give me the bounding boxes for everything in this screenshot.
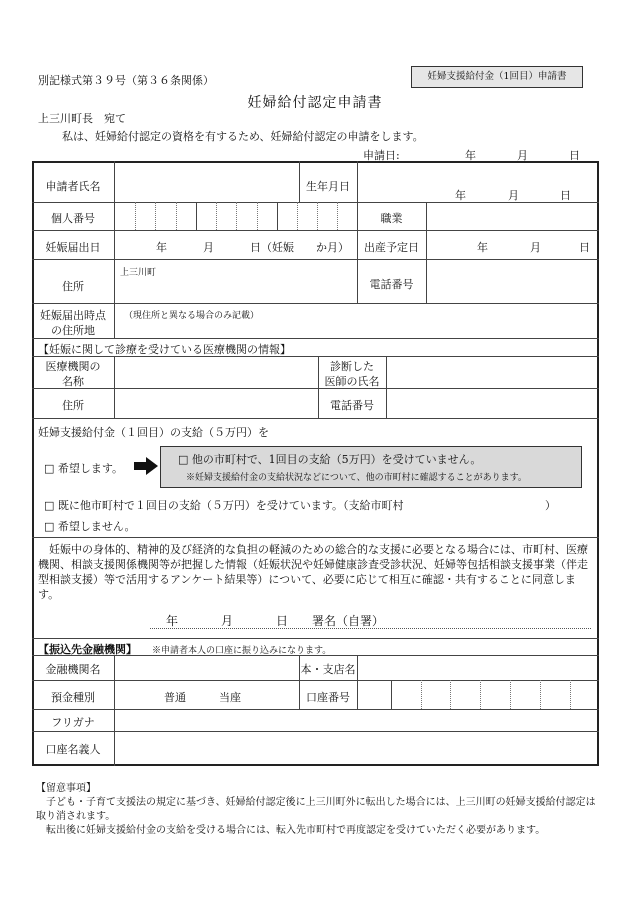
intro-text: 私は、妊婦給付認定の資格を有するため、妊婦給付認定の申請をします。 <box>62 130 424 143</box>
note-1: 子ども・子育て支援法の規定に基づき、妊婦給付認定後に上三川町外に転出した場合には、上三川町の妊婦支援給付認定は取り消されます。 <box>36 797 596 822</box>
medical-address-label: 住所 <box>62 399 84 412</box>
bank-section-title: 【振込先金融機関】 <box>38 643 137 656</box>
old-address-note: （現住所と異なる場合のみ記載） <box>124 311 260 321</box>
signature-field[interactable] <box>410 608 590 626</box>
occupation-label: 職業 <box>380 212 403 225</box>
page-title: 妊婦給付認定申請書 <box>247 95 383 111</box>
medical-phone-label: 電話番号 <box>330 399 374 412</box>
confirmation-note: ※妊婦支援給付金の支給状況などについて、他の市町村に確認することがあります。 <box>186 473 527 483</box>
applicant-name-field[interactable] <box>115 164 298 201</box>
due-month: 月 <box>530 241 541 254</box>
benefit-question: 妊婦支援給付金（１回目）の支給（５万円）を <box>38 426 269 439</box>
account-type-label: 預金種別 <box>51 691 95 704</box>
old-address-label-1: 妊娠届出時点 <box>40 309 106 322</box>
id-number-label: 個人番号 <box>51 212 95 225</box>
sign-day: 日 <box>276 614 289 628</box>
doctor-label-2: 医師の氏名 <box>324 375 380 388</box>
institution-label-1: 医療機関の <box>45 360 101 373</box>
form-badge: 妊婦支援給付金（1回目）申請書 <box>411 66 583 88</box>
application-date-label: 申請日: <box>363 149 400 162</box>
sign-month: 月 <box>221 614 234 628</box>
application-date[interactable] <box>363 147 593 161</box>
consent-text: 妊娠中の身体的、精神的及び経済的な負担の軽減のための総合的な支援に必要となる場合には、市町村、医療機関、相談支援関係機関等が把握した情報（妊娠状況や妊婦健康診査受診状況、妊婦等包括相談支援事業（伴走型相談支援）等で活用するアンケート結果等）について、必要に応じて相互に確認・共有することに同意します。 <box>38 543 588 601</box>
notes <box>36 782 601 838</box>
account-holder-label: 口座名義人 <box>45 743 101 756</box>
phone-label: 電話番号 <box>369 278 414 291</box>
furigana-label: フリガナ <box>51 716 95 729</box>
due-date-label: 出産予定日 <box>364 241 419 254</box>
account-number-label: 口座番号 <box>306 691 350 704</box>
branch-name-label: 本・支店名 <box>300 663 356 676</box>
bank-name-label: 金融機関名 <box>45 663 101 676</box>
notes-title: 【留意事項】 <box>36 783 96 794</box>
applicant-name-label: 申請者氏名 <box>45 180 101 193</box>
addressee: 上三川町長 宛て <box>38 112 126 125</box>
year-label: 年 <box>465 149 476 162</box>
medical-section-title: 【妊娠に関して診療を受けている医療機関の情報】 <box>38 343 291 356</box>
arrow-right-icon <box>134 457 158 475</box>
birth-year: 年 <box>455 189 466 202</box>
month-label: 月 <box>517 149 528 162</box>
preg-year: 年 <box>156 241 167 254</box>
preg-month: 月 <box>203 241 214 254</box>
due-year: 年 <box>477 241 488 254</box>
option-already-close-paren: ） <box>545 499 556 512</box>
birth-day: 日 <box>560 189 571 202</box>
option-already-received-checkbox[interactable]: □ 既に他市町村で１回目の支給（５万円）を受けています。（支給市町村 <box>44 499 404 512</box>
pregnancy-notice-label: 妊娠届出日 <box>45 241 101 254</box>
preg-weeks: 日（妊娠 か月） <box>250 241 349 254</box>
old-address-label-2: の住所地 <box>51 324 95 337</box>
address-value: 上三川町 <box>120 268 157 278</box>
doctor-label-1: 診断した <box>330 360 374 373</box>
birth-date-label: 生年月日 <box>306 180 350 193</box>
institution-label-2: 名称 <box>62 375 84 388</box>
birth-month: 月 <box>508 189 519 202</box>
bank-note: ※申請者本人の口座に振り込みになります。 <box>152 646 332 656</box>
option-no-other-checkbox[interactable]: □ 他の市町村で、1回目の支給（5万円）を受けていません。 <box>178 453 482 466</box>
form-number: 別記様式第３９号（第３６条関係） <box>38 74 214 87</box>
option-wish-checkbox[interactable]: □ 希望します。 <box>44 462 124 475</box>
note-2: 転出後に妊婦支援給付金の支給を受ける場合には、転入先市町村で再度認定を受けていただく必要があります。 <box>46 825 546 836</box>
account-type-options[interactable]: 普通 当座 <box>164 691 241 704</box>
signature-label: 署名（自署） <box>312 614 385 628</box>
day-label: 日 <box>569 149 580 162</box>
option-decline-checkbox[interactable]: □ 希望しません。 <box>44 520 136 533</box>
address-label: 住所 <box>62 280 84 293</box>
due-day: 日 <box>579 241 590 254</box>
sign-year: 年 <box>166 614 179 628</box>
